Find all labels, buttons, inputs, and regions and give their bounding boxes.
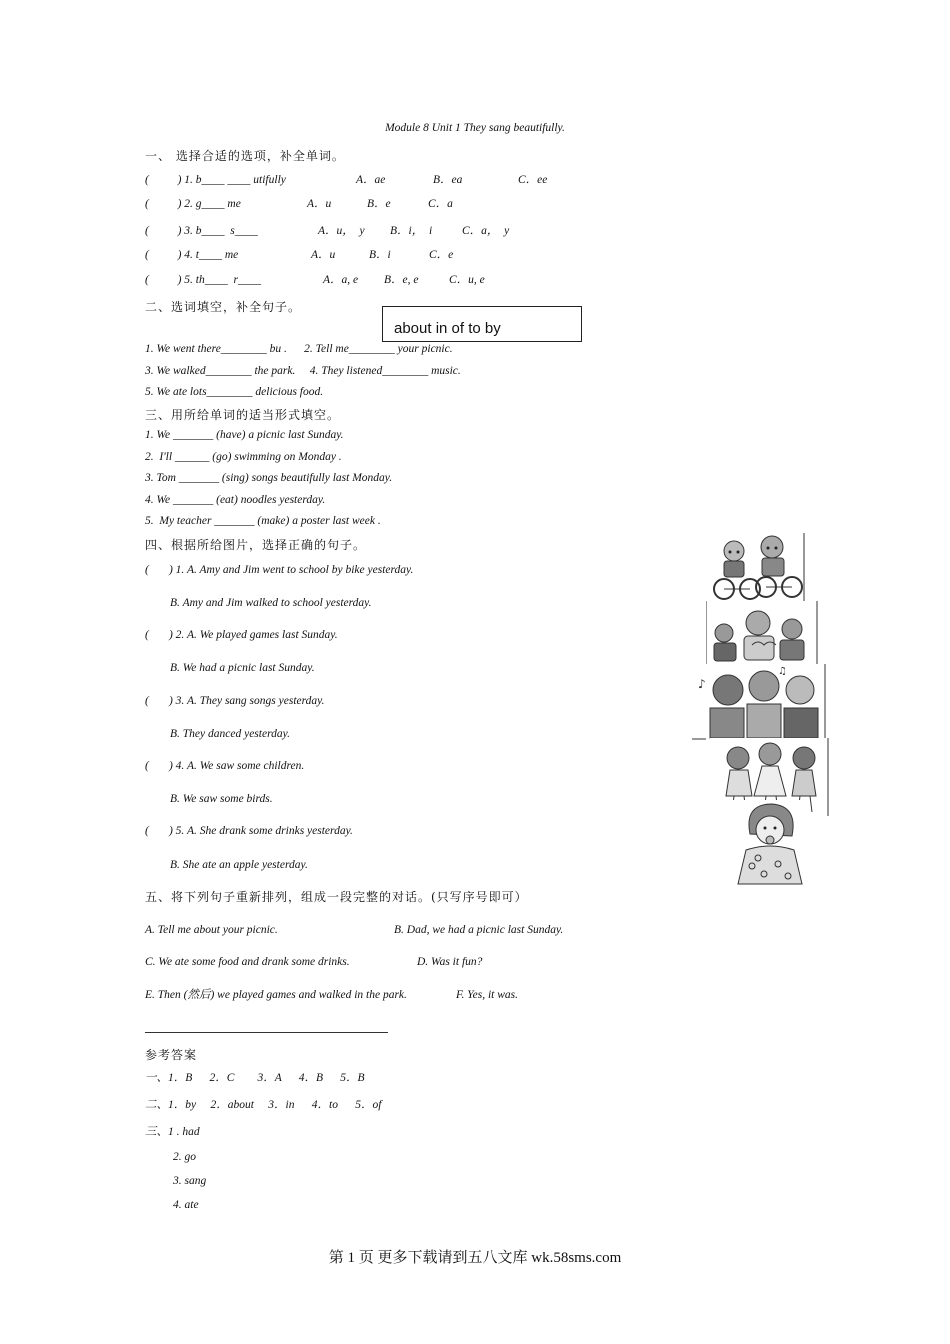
s1-q1: ( ) 1. b____ ____ utifully bbox=[145, 174, 286, 186]
s4-item-1-a: ( ) 1. A. Amy and Jim went to school by bike yesterday. bbox=[145, 564, 414, 576]
s4-item-4-b: B. We saw some birds. bbox=[170, 793, 273, 805]
s3-line-2: 2. I'll ______ (go) swimming on Monday . bbox=[145, 451, 342, 463]
section-3-heading: 三、用所给单词的适当形式填空。 bbox=[145, 408, 341, 422]
svg-text:♪: ♪ bbox=[698, 677, 706, 691]
s2-line-2: 3. We walked________ the park. 4. They listened________ music. bbox=[145, 365, 461, 377]
s1-q1-b: B．ea bbox=[433, 174, 463, 186]
s1-q4: ( ) 4. t____ me bbox=[145, 249, 239, 261]
answer-separator-line bbox=[145, 1032, 388, 1033]
s4-item-2-b: B. We had a picnic last Sunday. bbox=[170, 662, 315, 674]
svg-text:♫: ♫ bbox=[778, 666, 787, 677]
page-footer: 第 1 页 更多下载请到五八文库 wk.58sms.com bbox=[328, 1250, 622, 1266]
picture-girl-eating bbox=[728, 800, 808, 886]
word-bank-box: about in of to by bbox=[382, 306, 582, 342]
s5-sentence-d: D. Was it fun? bbox=[417, 956, 483, 968]
s1-q5-c: C．u, e bbox=[449, 274, 485, 286]
s1-q4-a: A．u bbox=[311, 249, 336, 261]
answers-line-5: 3. sang bbox=[173, 1175, 207, 1187]
s1-q2-a: A．u bbox=[307, 198, 332, 210]
s4-item-5-a: ( ) 5. A. She drank some drinks yesterday. bbox=[145, 825, 353, 837]
s1-q5-a: A．a, e bbox=[323, 274, 359, 286]
s1-q4-c: C．e bbox=[429, 249, 454, 261]
s4-item-1-b: B. Amy and Jim walked to school yesterday. bbox=[170, 597, 372, 609]
s4-item-3-b: B. They danced yesterday. bbox=[170, 728, 290, 740]
s4-item-3-a: ( ) 3. A. They sang songs yesterday. bbox=[145, 695, 325, 707]
s1-q2-c: C．a bbox=[428, 198, 453, 210]
s5-sentence-a: A. Tell me about your picnic. bbox=[145, 924, 278, 936]
answers-line-2: 二、1．by 2．about 3．in 4．to 5．of bbox=[145, 1099, 382, 1111]
s3-line-1: 1. We _______ (have) a picnic last Sunday. bbox=[145, 429, 344, 441]
s5-sentence-e: E. Then (然后) we played games and walked in the park. bbox=[145, 989, 407, 1001]
s5-sentence-f: F. Yes, it was. bbox=[456, 989, 518, 1001]
s1-q3-a: A．u， y bbox=[318, 225, 365, 237]
s1-q3-c: C．a， y bbox=[462, 225, 510, 237]
s3-line-3: 3. Tom _______ (sing) songs beautifully last Monday. bbox=[145, 472, 393, 484]
section-2-heading: 二、选词填空，补全句子。 bbox=[145, 300, 302, 314]
picture-children-singing bbox=[692, 664, 827, 744]
s1-q3-b: B．i， i bbox=[390, 225, 433, 237]
s5-sentence-c: C. We ate some food and drank some drinks. bbox=[145, 956, 350, 968]
s1-q1-a: A．ae bbox=[356, 174, 386, 186]
answers-line-3: 三、1 . had bbox=[145, 1126, 200, 1138]
s2-line-3: 5. We ate lots________ delicious food. bbox=[145, 386, 324, 398]
section-5-heading: 五、将下列句子重新排列，组成一段完整的对话。(只写序号即可） bbox=[145, 890, 528, 904]
picture-children-riding-bikes bbox=[706, 533, 806, 601]
s2-line-1: 1. We went there________ bu . 2. Tell me________ your picnic. bbox=[145, 343, 453, 355]
s1-q4-b: B．i bbox=[369, 249, 391, 261]
s1-q1-c: C．ee bbox=[518, 174, 548, 186]
answers-line-4: 2. go bbox=[173, 1151, 196, 1163]
s1-q5-b: B．e, e bbox=[384, 274, 419, 286]
s1-q3: ( ) 3. b____ s____ bbox=[145, 225, 258, 237]
answers-line-1: 一、1．B 2．C 3．A 4．B 5．B bbox=[145, 1072, 365, 1084]
s4-item-2-a: ( ) 2. A. We played games last Sunday. bbox=[145, 629, 338, 641]
picture-family-picnic bbox=[706, 601, 819, 665]
s1-q2: ( ) 2. g____ me bbox=[145, 198, 241, 210]
s3-line-4: 4. We _______ (eat) noodles yesterday. bbox=[145, 494, 326, 506]
page-title: Module 8 Unit 1 They sang beautifully. bbox=[385, 122, 565, 134]
answers-heading: 参考答案 bbox=[145, 1048, 198, 1062]
s4-item-5-b: B. She ate an apple yesterday. bbox=[170, 859, 308, 871]
s3-line-5: 5. My teacher _______ (make) a poster last week . bbox=[145, 515, 381, 527]
s4-item-4-a: ( ) 4. A. We saw some children. bbox=[145, 760, 305, 772]
s5-sentence-b: B. Dad, we had a picnic last Sunday. bbox=[394, 924, 564, 936]
s1-q5: ( ) 5. th____ r____ bbox=[145, 274, 261, 286]
section-4-heading: 四、根据所给图片，选择正确的句子。 bbox=[145, 538, 367, 552]
section-1-heading: 一、 选择合适的选项，补全单词。 bbox=[145, 149, 345, 163]
answers-line-6: 4. ate bbox=[173, 1199, 199, 1211]
s1-q2-b: B．e bbox=[367, 198, 391, 210]
